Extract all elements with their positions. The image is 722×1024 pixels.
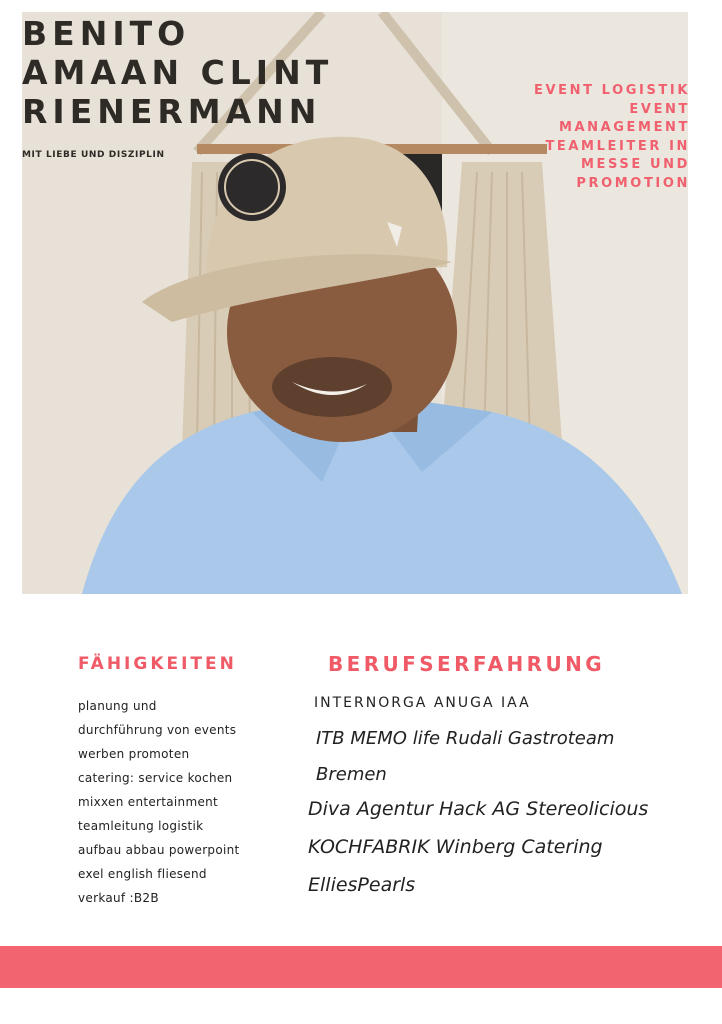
name-line-1: BENITO [22,14,191,53]
experience-block [316,721,656,793]
skill-item: durchführung von events [78,723,237,737]
skills-heading: FÄHIGKEITEN [78,654,237,674]
person-name [22,14,333,131]
role-line: TEAMLEITER IN [545,138,690,154]
role-line: MANAGEMENT [558,120,690,135]
skill-item: aufbau abbau powerpoint [78,843,240,857]
experience-line: ElliesPearls [308,874,416,896]
skill-item: exel english fliesend [78,867,207,881]
role-line: PROMOTION [576,175,690,191]
skill-item: mixxen entertainment [78,795,219,809]
skills-list [78,694,288,910]
experience-line: KOCHFABRIK Winberg Catering [308,836,603,858]
experience-line: INTERNORGA ANUGA IAA [314,695,531,711]
experience-block [308,790,708,904]
role-line: EVENT [629,101,690,117]
footer-bar [0,946,722,988]
experience-line: Diva Agentur Hack AG Stereolicious [308,798,649,820]
skill-item: planung und [78,699,157,713]
skill-item: werben promoten [78,747,190,761]
motto: MIT LIEBE UND DISZIPLIN [22,150,165,160]
name-line-3: RIENERMANN [22,92,322,131]
experience-heading: BERUFSERFAHRUNG [328,652,606,676]
skill-item: verkauf :B2B [78,891,159,905]
name-line-2: AMAAN CLINT [22,53,334,92]
experience-line: ITB MEMO life Rudali Gastroteam [316,728,615,749]
roles-list [490,82,690,193]
role-line: EVENT LOGISTIK [533,83,690,98]
skill-item: catering: service kochen [78,771,233,785]
experience-line: Bremen [316,764,387,785]
skill-item: teamleitung logistik [78,819,204,833]
role-line: MESSE UND [581,157,690,172]
